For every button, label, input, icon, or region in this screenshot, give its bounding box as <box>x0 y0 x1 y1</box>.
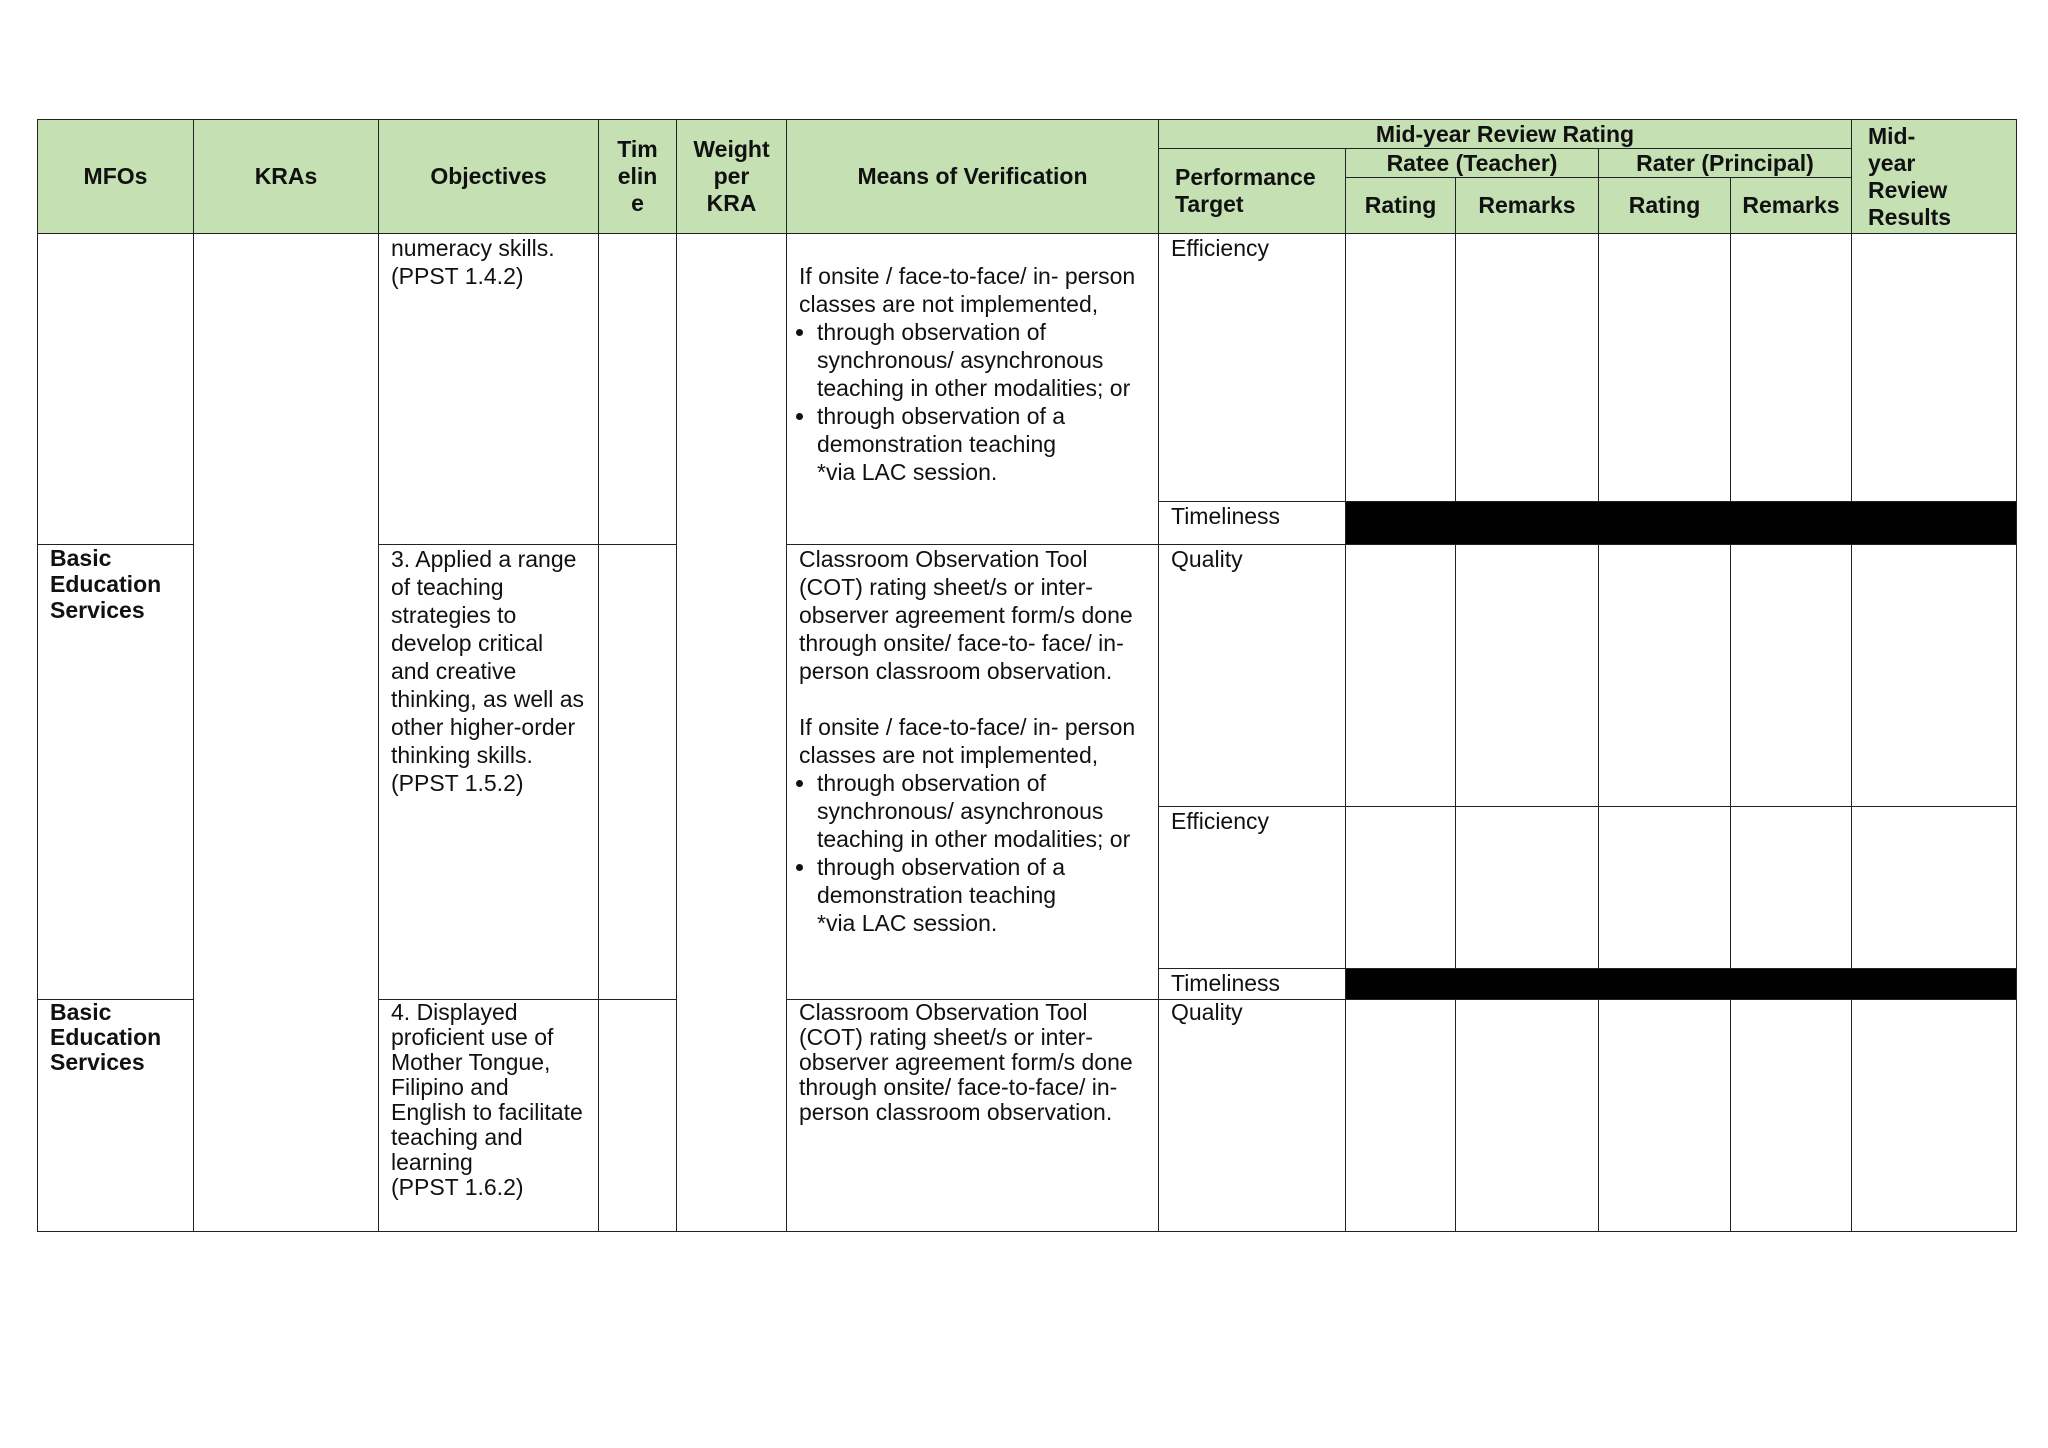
header-weight-line: Weight <box>693 136 770 162</box>
row2-objective-text: 3. Applied a range of teaching strategies to develop critical and creative thinking, as well as other higher-order thinking skills. <box>391 546 585 768</box>
row1-timeliness-blackout <box>1346 502 2017 545</box>
row2-quality-ratee-rating <box>1346 545 1456 807</box>
row2-timeliness-blackout <box>1346 969 2017 1000</box>
row2-target-efficiency: Efficiency <box>1159 807 1346 969</box>
row1-ratee-rating <box>1346 234 1456 502</box>
header-weight-line: per <box>713 163 750 189</box>
row1-means-note: *via LAC session. <box>817 459 998 485</box>
row3-quality-ratee-remarks <box>1456 1000 1599 1232</box>
row1-means-list <box>799 318 1146 458</box>
row1-means-bullet: • through observation of synchronous/ asynchronous teaching in other modalities; or <box>817 318 1146 402</box>
row2-timeline-cell <box>599 545 677 1000</box>
row2-quality-results <box>1852 545 2017 807</box>
header-results-line: Results <box>1868 203 1952 230</box>
row2-mfo: Basic Education Services <box>38 545 194 1000</box>
row1-objective-ppst: (PPST 1.4.2) <box>391 263 524 289</box>
row2-means-intro: If onsite / face-to-face/ in- person classes are not implemented, <box>799 714 1136 768</box>
row1-means-cell <box>787 234 1159 545</box>
header-objectives: Objectives <box>379 120 599 234</box>
row3-objective-text: 4. Displayed proficient use of Mother Tongue, Filipino and English to facilitate teaching and learning <box>391 999 583 1175</box>
row3-quality-rater-rating <box>1599 1000 1731 1232</box>
row3-quality-ratee-rating <box>1346 1000 1456 1232</box>
header-target-line: Performance <box>1175 164 1316 190</box>
row2-quality-ratee-remarks <box>1456 545 1599 807</box>
header-ratee-rating: Rating <box>1346 178 1456 234</box>
header-results-line: year <box>1868 149 1916 176</box>
header-rater: Rater (Principal) <box>1599 149 1852 178</box>
row2-efficiency-ratee-rating <box>1346 807 1456 969</box>
row2-quality-rater-rating <box>1599 545 1731 807</box>
row2-efficiency-results <box>1852 807 2017 969</box>
row1-means-bullet: • through observation of a demonstration teaching <box>817 402 1146 458</box>
header-results-line: Review <box>1868 176 1948 203</box>
row2-efficiency-rater-rating <box>1599 807 1731 969</box>
header-performance-target <box>1159 149 1346 234</box>
row3-timeline-cell <box>599 1000 677 1232</box>
row3-quality-results <box>1852 1000 2017 1232</box>
row1-rater-rating <box>1599 234 1731 502</box>
row1-mfo-cell <box>38 234 194 545</box>
header-results-line: Mid- <box>1868 122 1916 149</box>
row3-mfo: Basic Education Services <box>38 1000 194 1232</box>
row2-efficiency-rater-remarks <box>1731 807 1852 969</box>
row1-timeline-cell <box>599 234 677 545</box>
header-timeline-line: e <box>631 190 644 216</box>
row3-quality-rater-remarks <box>1731 1000 1852 1232</box>
header-weight <box>677 120 787 234</box>
row3-objective-cell <box>379 1000 599 1232</box>
row2-objective-cell <box>379 545 599 1000</box>
row2-means-list <box>799 769 1146 909</box>
row3-means-cell <box>787 1000 1159 1232</box>
row1-results <box>1852 234 2017 502</box>
row1-means-intro: If onsite / face-to-face/ in- person classes are not implemented, <box>799 263 1136 317</box>
header-target-line: Target <box>1175 191 1244 217</box>
row1-objective-cell <box>379 234 599 545</box>
row1-target-timeliness: Timeliness <box>1159 502 1346 545</box>
row1-rater-remarks <box>1731 234 1852 502</box>
row3-means-main: Classroom Observation Tool (COT) rating sheet/s or inter-observer agreement form/s done through onsite/ face-to-face/ in-person classroom observation. <box>799 999 1133 1125</box>
row3-objective-ppst: (PPST 1.6.2) <box>391 1174 524 1200</box>
header-timeline <box>599 120 677 234</box>
midyear-review-table <box>37 119 2017 1232</box>
header-ratee: Ratee (Teacher) <box>1346 149 1599 178</box>
row1-ratee-remarks <box>1456 234 1599 502</box>
header-rater-rating: Rating <box>1599 178 1731 234</box>
kras-cell <box>194 234 379 1232</box>
row2-means-cell <box>787 545 1159 1000</box>
header-weight-line: KRA <box>706 190 757 216</box>
row2-objective-ppst: (PPST 1.5.2) <box>391 770 524 796</box>
header-midyear-rating: Mid-year Review Rating <box>1159 120 1852 149</box>
weight-cell <box>677 234 787 1232</box>
row2-efficiency-ratee-remarks <box>1456 807 1599 969</box>
row2-target-quality: Quality <box>1159 545 1346 807</box>
row2-means-main: Classroom Observation Tool (COT) rating sheet/s or inter-observer agreement form/s done through onsite/ face-to- face/ in-person classroom observation. <box>799 546 1133 684</box>
header-timeline-line: Tim <box>617 136 658 162</box>
row1-target-efficiency: Efficiency <box>1159 234 1346 502</box>
row2-means-bullet: • through observation of a demonstration teaching <box>817 853 1146 909</box>
row2-target-timeliness: Timeliness <box>1159 969 1346 1000</box>
row3-target-quality: Quality <box>1159 1000 1346 1232</box>
row2-quality-rater-remarks <box>1731 545 1852 807</box>
header-rater-remarks: Remarks <box>1731 178 1852 234</box>
row1-objective-text: numeracy skills. <box>391 235 555 261</box>
row2-means-bullet: • through observation of synchronous/ asynchronous teaching in other modalities; or <box>817 769 1146 853</box>
header-ratee-remarks: Remarks <box>1456 178 1599 234</box>
header-means: Means of Verification <box>787 120 1159 234</box>
header-kras: KRAs <box>194 120 379 234</box>
row2-means-note: *via LAC session. <box>817 910 998 936</box>
header-mfos: MFOs <box>38 120 194 234</box>
header-timeline-line: elin <box>617 163 658 189</box>
header-results <box>1852 120 2017 234</box>
